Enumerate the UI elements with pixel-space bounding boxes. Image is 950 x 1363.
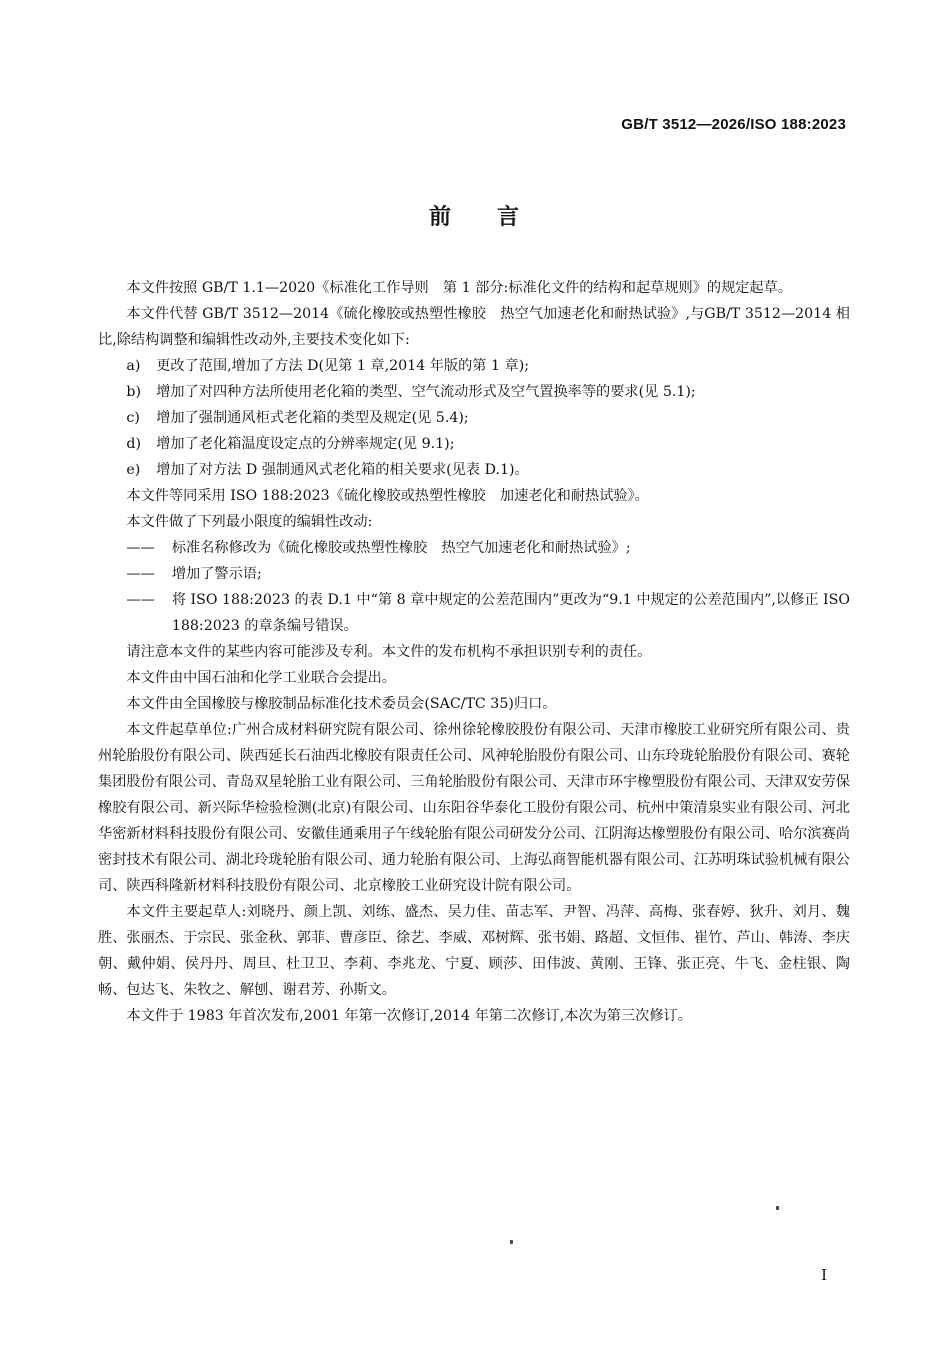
editorial-item-1 xyxy=(98,535,850,561)
paragraph-drafting-rules: 本文件按照 GB/T 1.1—2020《标准化工作导则 第 1 部分:标准化文件的结构和起草规则》的规定起草。 xyxy=(126,280,793,296)
page-number: I xyxy=(821,1266,827,1284)
change-item-c xyxy=(98,405,850,431)
item-label: e) xyxy=(126,462,141,478)
paragraph-iso-adoption: 本文件等同采用 ISO 188:2023《硫化橡胶或热塑性橡胶 加速老化和耐热试验》。 xyxy=(126,488,649,504)
paragraph-patent-notice: 请注意本文件的某些内容可能涉及专利。本文件的发布机构不承担识别专利的责任。 xyxy=(126,644,652,660)
paragraph-replacement: 本文件代替 GB/T 3512—2014《硫化橡胶或热塑性橡胶 热空气加速老化和耐热试验》,与GB/T 3512—2014 相比,除结构调整和编辑性改动外,主要技术变化如下: xyxy=(98,306,850,348)
change-item-e xyxy=(98,457,850,483)
paragraph-drafting-units: 本文件起草单位:广州合成材料研究院有限公司、徐州徐轮橡胶股份有限公司、天津市橡胶工业研究所有限公司、贵州轮胎股份有限公司、陕西延长石油西北橡胶有限责任公司、风神轮胎股份有限公司、山东玲珑轮胎股份有限公司、赛轮集团股份有限公司、青岛双星轮胎工业有限公司、三角轮胎股份有限公司、天津市环宇橡塑股份有限公司、天津双安劳保橡胶有限公司、新兴际华检验检测(北京)有限公司、山东阳谷华泰化工股份有限公司、杭州中策清泉实业有限公司、河北华密新材料科技股份有限公司、安徽佳通乘用子午线轮胎有限公司研发分公司、江阴海达橡塑股份有限公司、哈尔滨赛尚密封技术有限公司、湖北玲珑轮胎有限公司、通力轮胎有限公司、上海弘商智能机器有限公司、江苏明珠试验机械有限公司、陕西科隆新材料科技股份有限公司、北京橡胶工业研究设计院有限公司。 xyxy=(98,722,850,894)
paragraph-proposer: 本文件由中国石油和化学工业联合会提出。 xyxy=(126,670,396,686)
change-item-a xyxy=(98,353,850,379)
item-text: 增加了老化箱温度设定点的分辨率规定(见 9.1); xyxy=(156,436,455,452)
change-item-d xyxy=(98,431,850,457)
paragraph-history: 本文件于 1983 年首次发布,2001 年第一次修订,2014 年第二次修订,本次为第三次修订。 xyxy=(126,1008,692,1024)
dash-text: 增加了警示语; xyxy=(171,566,262,582)
dash-text: 标准名称修改为《硫化橡胶或热塑性橡胶 热空气加速老化和耐热试验》; xyxy=(171,540,631,556)
foreword-body xyxy=(98,275,850,1029)
paragraph-editorial-intro: 本文件做了下列最小限度的编辑性改动: xyxy=(126,514,373,530)
title-char-2: 言 xyxy=(497,205,522,230)
item-text: 更改了范围,增加了方法 D(见第 1 章,2014 年版的第 1 章); xyxy=(156,358,530,374)
dash-text: 将 ISO 188:2023 的表 D.1 中“第 8 章中规定的公差范围内”更改为“9.1 中规定的公差范围内”,以修正 ISO 188:2023 的章条编号错误。 xyxy=(171,592,850,634)
editorial-item-3 xyxy=(98,587,850,639)
item-text: 增加了强制通风柜式老化箱的类型及规定(见 5.4); xyxy=(156,410,469,426)
item-text: 增加了对方法 D 强制通风式老化箱的相关要求(见表 D.1)。 xyxy=(156,462,529,478)
item-label: c) xyxy=(126,410,140,426)
item-label: d) xyxy=(126,436,142,452)
dash-mark: —— xyxy=(126,566,155,582)
page-title xyxy=(0,200,950,231)
scan-speck xyxy=(510,1240,513,1244)
item-text: 增加了对四种方法所使用老化箱的类型、空气流动形式及空气置换率等的要求(见 5.1); xyxy=(156,384,696,400)
item-label: a) xyxy=(126,358,141,374)
dash-mark: —— xyxy=(126,592,155,608)
dash-mark: —— xyxy=(126,540,155,556)
paragraph-drafters: 本文件主要起草人:刘晓丹、颜上凯、刘练、盛杰、吴力佳、苗志军、尹智、冯萍、高梅、张春婷、狄升、刘月、魏胜、张丽杰、于宗民、张金秋、郭菲、曹彦臣、徐艺、李威、邓树辉、张书娟、路超、文恒伟、崔竹、芦山、韩涛、李庆朝、戴仲娟、侯丹丹、周旦、杜卫卫、李莉、李兆龙、宁夏、顾莎、田伟波、黄刚、王锋、张正亮、牛飞、金柱银、陶畅、包达飞、朱牧之、解刨、谢君芳、孙斯文。 xyxy=(98,904,850,998)
standard-number: GB/T 3512—2026/ISO 188:2023 xyxy=(621,116,846,133)
paragraph-committee: 本文件由全国橡胶与橡胶制品标准化技术委员会(SAC/TC 35)归口。 xyxy=(126,696,557,712)
editorial-item-2 xyxy=(98,561,850,587)
item-label: b) xyxy=(126,384,142,400)
scan-speck xyxy=(776,1206,779,1210)
title-char-1: 前 xyxy=(428,205,453,230)
change-item-b xyxy=(98,379,850,405)
